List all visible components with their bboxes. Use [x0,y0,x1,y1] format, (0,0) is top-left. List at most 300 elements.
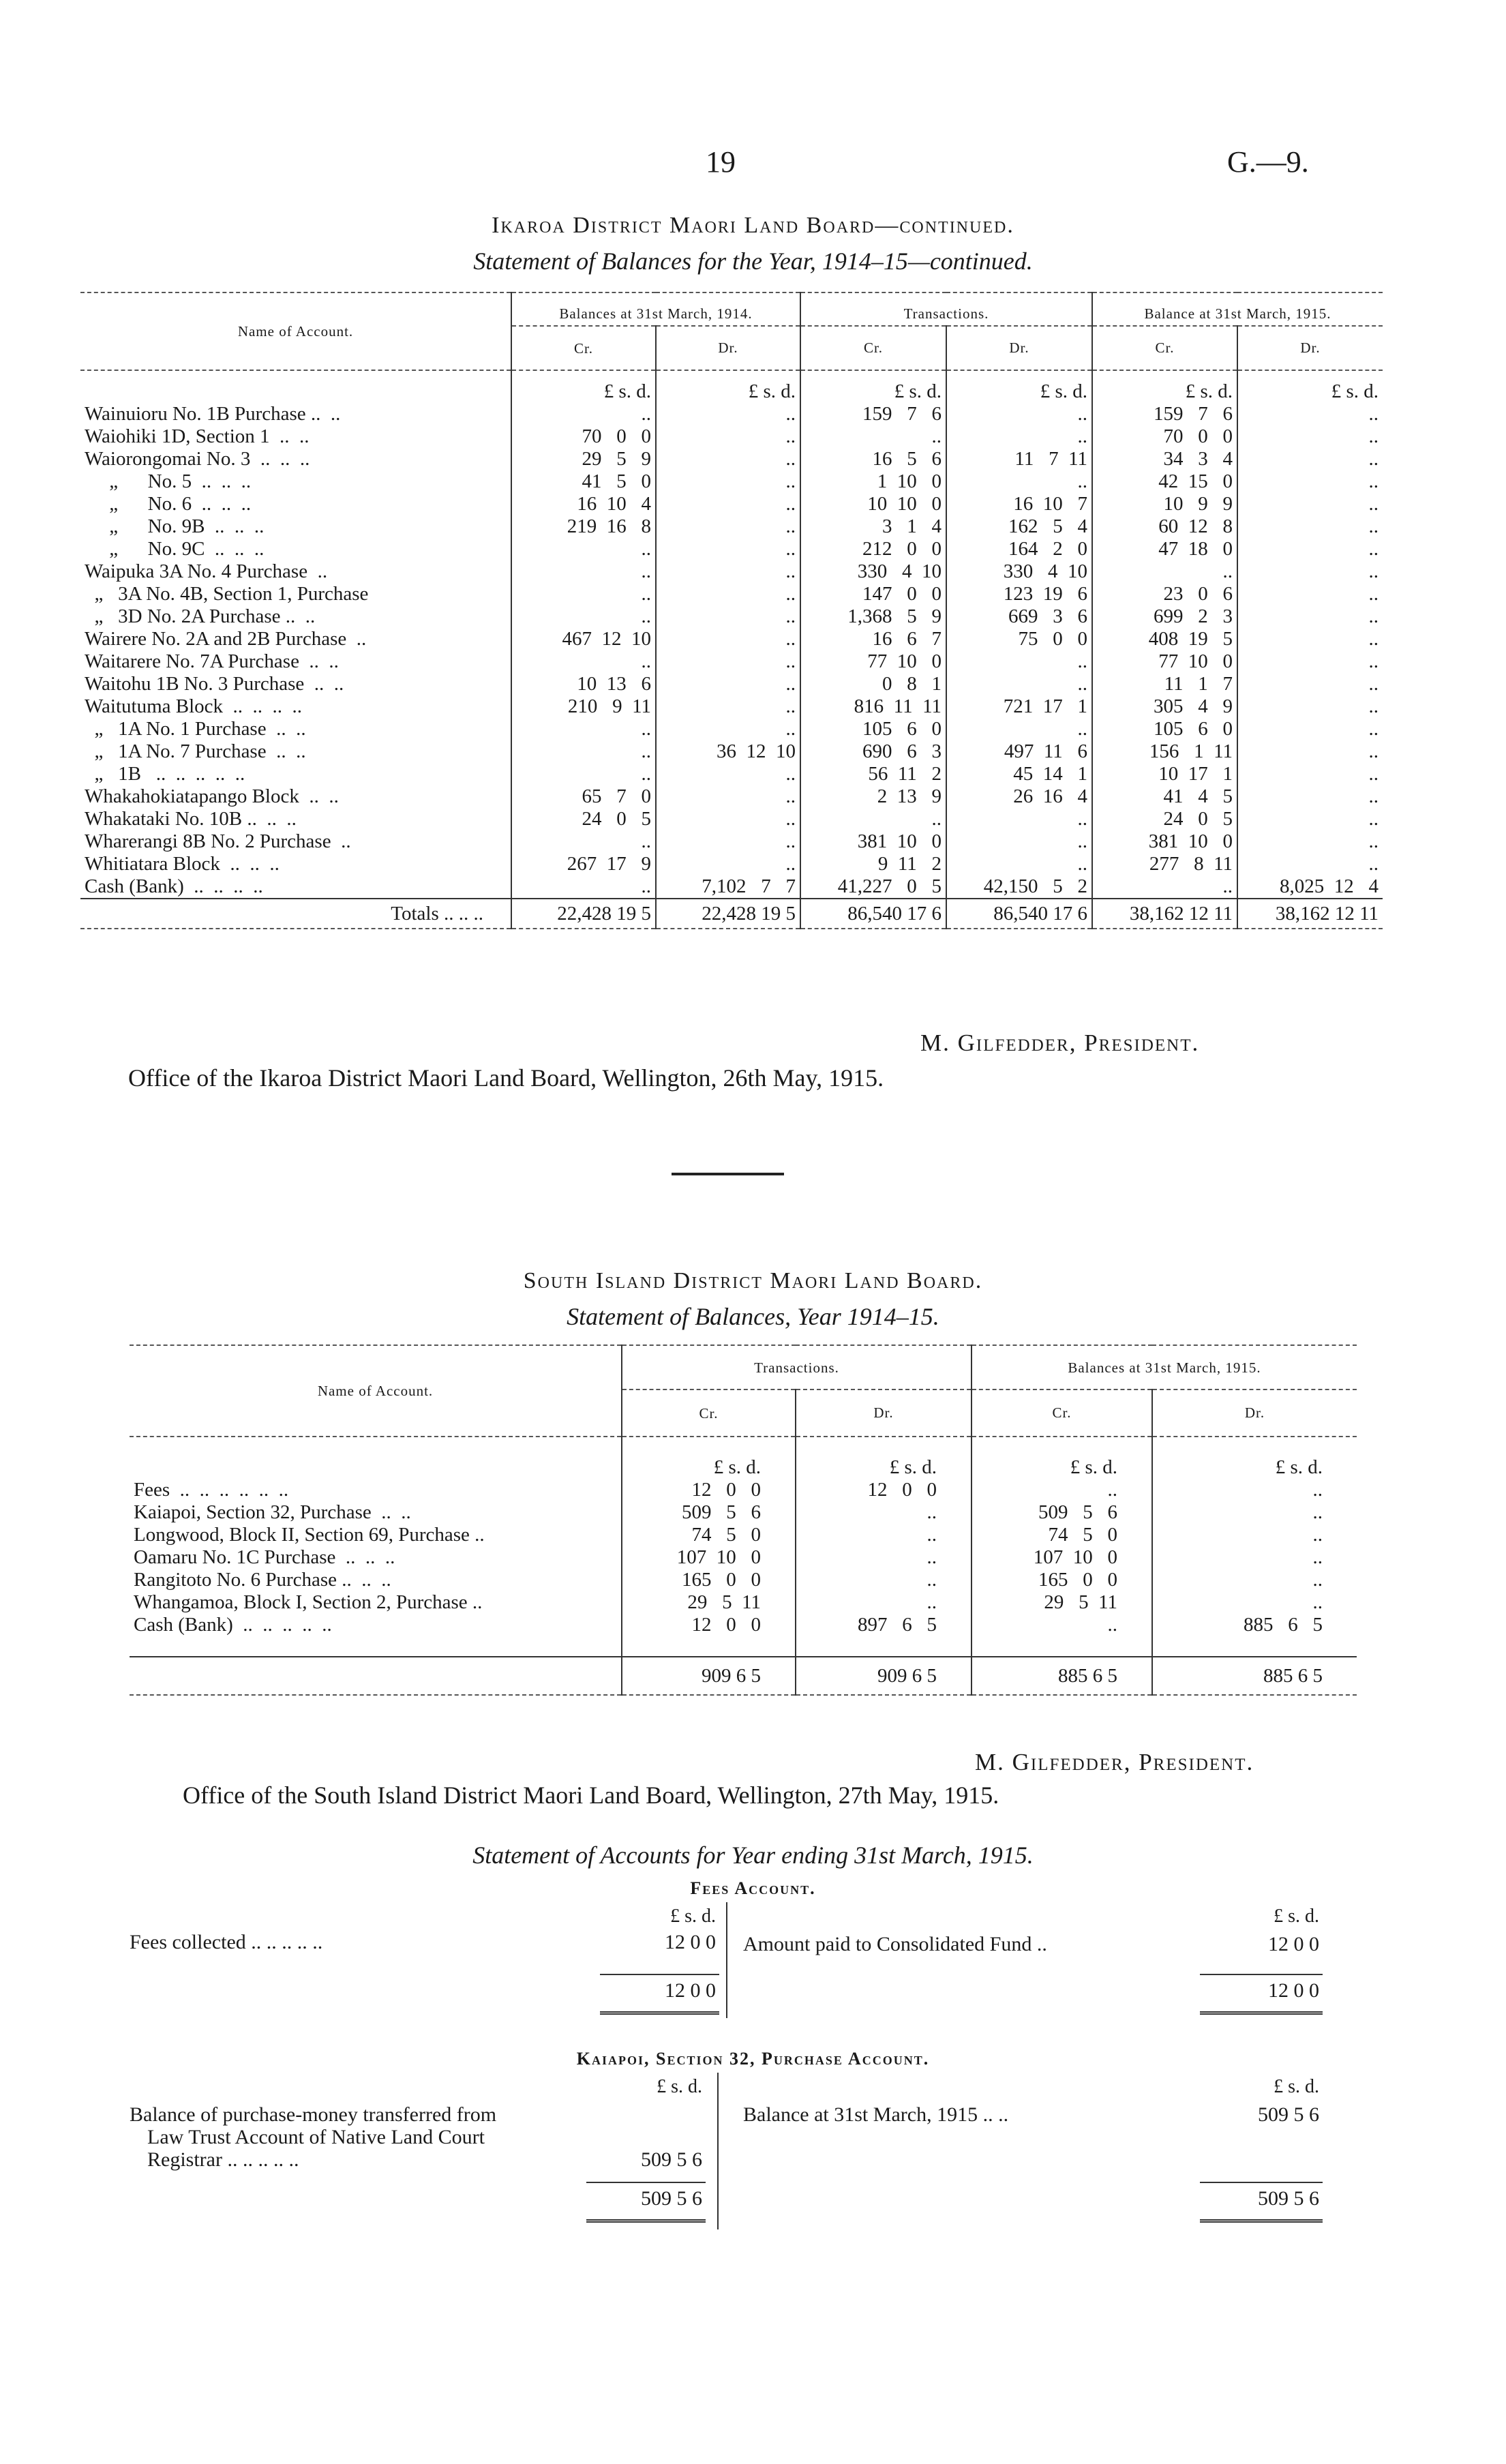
amount-b15dr: .. [1237,785,1383,808]
rule [1200,1974,1323,1975]
amount-tcr: 41,227 0 5 [800,875,946,899]
amount-b14dr: .. [656,583,800,605]
account-name: Cash (Bank) .. .. .. .. .. [134,1614,332,1636]
amount-tdr: 497 11 6 [946,740,1092,763]
amount-b14dr: .. [656,515,800,538]
amount-b15dr: .. [1237,808,1383,830]
south-office-line: Office of the South Island District Maori Land Board, Wellington, 27th May, 1915. [183,1782,999,1809]
table-row [130,1614,1357,1636]
amount-b15dr: .. [1237,673,1383,695]
account-name: Longwood, Block II, Section 69, Purchase .. [134,1524,485,1546]
amount-tcr: 509 5 6 [622,1501,796,1524]
amount-b14cr: .. [511,583,656,605]
amount-b14dr: .. [656,493,800,515]
account-name: „ No. 9C .. .. .. [85,538,265,560]
amount-tdr: .. [796,1501,972,1524]
total-b15-dr: 38,162 12 11 [1237,899,1383,929]
amount-b14cr: .. [511,538,656,560]
amount-b15cr: 408 19 5 [1092,628,1237,650]
amount-b14dr: .. [656,650,800,673]
table-row [80,830,1383,853]
amount-b15dr: .. [1237,763,1383,785]
amount-b15cr: 77 10 0 [1092,650,1237,673]
account-name: „ No. 6 .. .. .. [85,493,252,515]
amount-tdr: .. [946,853,1092,875]
amount-b14dr: .. [656,785,800,808]
col-header-name: Name of Account. [317,1382,434,1399]
total-trans-cr: 909 6 5 [622,1657,796,1695]
total-bal-dr: 885 6 5 [1152,1657,1357,1695]
amount-bdr: .. [1152,1524,1357,1546]
amount-tdr: 897 6 5 [796,1614,972,1636]
amount-b14cr: .. [511,875,656,899]
amount-bcr: .. [972,1479,1152,1501]
document-reference: G.—9. [1227,145,1309,179]
amount-tcr: 3 1 4 [800,515,946,538]
table-row [130,1479,1357,1501]
amount-b14dr: .. [656,403,800,425]
rule [1200,2182,1323,2183]
amount-b15cr: 159 7 6 [1092,403,1237,425]
amount-b14dr: .. [656,853,800,875]
account-name: Waitarere No. 7A Purchase .. .. [85,650,339,672]
amount-bdr: 885 6 5 [1152,1614,1357,1636]
amount-b14cr: .. [511,403,656,425]
amount-b15dr: .. [1237,403,1383,425]
amount-tcr: 74 5 0 [622,1524,796,1546]
amount-tdr: .. [946,830,1092,853]
amount-b15cr: 699 2 3 [1092,605,1237,628]
amount-tcr: .. [800,808,946,830]
fees-left-total: 12 0 0 [665,1979,716,2002]
amount-b15cr: 24 0 5 [1092,808,1237,830]
ikaroa-subtitle: Statement of Balances for the Year, 1914–15—continued. [473,247,1033,275]
total-trans-dr: 86,540 17 6 [946,899,1092,929]
total-bal-cr: 885 6 5 [972,1657,1152,1695]
kaiapoi-account-heading: Kaiapoi, Section 32, Purchase Account. [576,2049,930,2069]
ikaroa-office-line: Office of the Ikaroa District Maori Land Board, Wellington, 26th May, 1915. [128,1064,884,1092]
account-name: Waitohu 1B No. 3 Purchase .. .. [85,673,344,695]
amount-b15cr: .. [1092,875,1237,899]
amount-b15cr: 105 6 0 [1092,718,1237,740]
units-label: £ s. d. [1152,1437,1357,1479]
account-name: Rangitoto No. 6 Purchase .. .. .. [134,1569,391,1591]
amount-tcr: 12 0 0 [622,1614,796,1636]
amount-tcr: 2 13 9 [800,785,946,808]
amount-b14cr: 65 7 0 [511,785,656,808]
account-name: Kaiapoi, Section 32, Purchase .. .. [134,1501,411,1523]
account-name: Wainuioru No. 1B Purchase .. .. [85,403,341,425]
account-name: „ 3D No. 2A Purchase .. .. [85,605,316,627]
amount-bcr: 165 0 0 [972,1569,1152,1591]
amount-tdr: 330 4 10 [946,560,1092,583]
amount-b15dr: .. [1237,583,1383,605]
table-row [80,875,1383,899]
amount-b14cr: .. [511,830,656,853]
amount-b14cr: .. [511,718,656,740]
amount-tdr: .. [946,425,1092,448]
account-name: Fees .. .. .. .. .. .. [134,1479,289,1501]
amount-b15cr: 47 18 0 [1092,538,1237,560]
totals-label: Totals .. .. .. [391,902,483,925]
table-row [80,403,1383,425]
amount-bdr: .. [1152,1479,1357,1501]
table-row [80,583,1383,605]
amount-b15dr: .. [1237,425,1383,448]
col-header-transactions: Transactions. [622,1345,972,1389]
table-row [80,515,1383,538]
amount-tcr: 816 11 11 [800,695,946,718]
amount-b14dr: .. [656,695,800,718]
kaiapoi-left-label [130,2103,496,2171]
table-row [80,718,1383,740]
kaiapoi-left-label-line: Registrar .. .. .. .. .. [147,2148,299,2171]
amount-b15cr: 10 9 9 [1092,493,1237,515]
amount-tdr: .. [796,1569,972,1591]
amount-b14cr: 41 5 0 [511,470,656,493]
account-name: Waitutuma Block .. .. .. .. [85,695,303,717]
amount-tcr: 77 10 0 [800,650,946,673]
amount-b14dr: 7,102 7 7 [656,875,800,899]
col-header-transactions: Transactions. [800,292,1092,326]
table-row [80,763,1383,785]
units-label: £ s. d. [1274,1906,1319,1927]
table-row [80,560,1383,583]
amount-b14dr: .. [656,673,800,695]
amount-b15dr: .. [1237,605,1383,628]
account-name: Waiorongomai No. 3 .. .. .. [85,448,310,470]
amount-tdr: .. [946,470,1092,493]
amount-b14cr: .. [511,650,656,673]
amount-tdr: .. [796,1546,972,1569]
table-row [80,448,1383,470]
amount-b14cr: .. [511,560,656,583]
amount-b15cr: 42 15 0 [1092,470,1237,493]
amount-b14dr: .. [656,628,800,650]
amount-b15cr: 70 0 0 [1092,425,1237,448]
amount-tdr: .. [946,673,1092,695]
amount-bdr: .. [1152,1569,1357,1591]
amount-bcr: 509 5 6 [972,1501,1152,1524]
amount-tcr: 381 10 0 [800,830,946,853]
amount-tcr: 0 8 1 [800,673,946,695]
col-header-cr: Cr. [511,326,656,370]
amount-b14dr: .. [656,448,800,470]
amount-b15dr: .. [1237,493,1383,515]
amount-tdr: 16 10 7 [946,493,1092,515]
total-b15-cr: 38,162 12 11 [1092,899,1237,929]
page-number: 19 [706,145,736,179]
amount-tcr: 29 5 11 [622,1591,796,1614]
account-name: Wharerangi 8B No. 2 Purchase .. [85,830,351,852]
amount-tdr: .. [946,808,1092,830]
south-title: South Island District Maori Land Board. [523,1268,983,1293]
amount-b15cr: 277 8 11 [1092,853,1237,875]
amount-b15cr: 10 17 1 [1092,763,1237,785]
amount-tdr: .. [946,718,1092,740]
amount-tdr: 669 3 6 [946,605,1092,628]
amount-tdr: 123 19 6 [946,583,1092,605]
units-label: £ s. d. [800,370,946,403]
amount-b14dr: .. [656,808,800,830]
amount-bcr: 74 5 0 [972,1524,1152,1546]
table-row [80,785,1383,808]
amount-b15cr: 60 12 8 [1092,515,1237,538]
units-label: £ s. d. [796,1437,972,1479]
amount-tcr: 16 5 6 [800,448,946,470]
table-row [80,493,1383,515]
amount-b15dr: .. [1237,515,1383,538]
col-header-balances-1914: Balances at 31st March, 1914. [511,292,800,326]
amount-b14dr: .. [656,425,800,448]
fees-collected-amount: 12 0 0 [665,1931,716,1953]
section-divider [672,1173,784,1175]
col-header-dr: Dr. [656,326,800,370]
table-row [80,538,1383,560]
units-label: £ s. d. [1092,370,1237,403]
amount-tcr: 56 11 2 [800,763,946,785]
amount-tcr: .. [800,425,946,448]
account-name: „ 3A No. 4B, Section 1, Purchase [85,583,369,605]
account-name: Waiohiki 1D, Section 1 .. .. [85,425,310,447]
table-row [130,1569,1357,1591]
units-label: £ s. d. [622,1437,796,1479]
kaiapoi-right-label: Balance at 31st March, 1915 .. .. [743,2103,1009,2126]
amount-b14cr: .. [511,763,656,785]
units-label: £ s. d. [1237,370,1383,403]
amount-b14dr: .. [656,718,800,740]
amount-tdr: 11 7 11 [946,448,1092,470]
fees-collected-label: Fees collected .. .. .. .. .. [130,1931,323,1953]
amount-tdr: .. [946,403,1092,425]
table-row [130,1501,1357,1524]
amount-b15dr: .. [1237,695,1383,718]
table-row [80,470,1383,493]
account-name: Oamaru No. 1C Purchase .. .. .. [134,1546,395,1568]
amount-tdr: .. [796,1591,972,1614]
amount-b15dr: .. [1237,448,1383,470]
amount-b14cr: 24 0 5 [511,808,656,830]
amount-bcr: .. [972,1614,1152,1636]
amount-b14cr: 10 13 6 [511,673,656,695]
amount-bcr: 29 5 11 [972,1591,1152,1614]
amount-tdr: 162 5 4 [946,515,1092,538]
table-row [80,808,1383,830]
col-header-balances-1915: Balance at 31st March, 1915. [1092,292,1383,326]
total-trans-cr: 86,540 17 6 [800,899,946,929]
south-subtitle: Statement of Balances, Year 1914–15. [567,1303,939,1330]
amount-b15cr: 11 1 7 [1092,673,1237,695]
col-header-cr: Cr. [800,326,946,370]
amount-b15dr: .. [1237,740,1383,763]
amount-b14cr: 467 12 10 [511,628,656,650]
amount-tcr: 16 6 7 [800,628,946,650]
amount-tdr: .. [946,650,1092,673]
col-header-dr: Dr. [946,326,1092,370]
amount-b14cr: 16 10 4 [511,493,656,515]
account-name: Cash (Bank) .. .. .. .. [85,875,263,897]
col-header-name: Name of Account. [237,322,354,340]
amount-b14dr: .. [656,830,800,853]
amount-b14cr: 29 5 9 [511,448,656,470]
kaiapoi-right-total: 509 5 6 [1258,2187,1319,2210]
total-b14-cr: 22,428 19 5 [511,899,656,929]
ikaroa-title: Ikaroa District Maori Land Board—continued. [492,213,1014,238]
amount-b15dr: .. [1237,470,1383,493]
amount-b15dr: .. [1237,853,1383,875]
amount-tcr: 690 6 3 [800,740,946,763]
col-header-cr: Cr. [972,1389,1152,1437]
amount-b14dr: 36 12 10 [656,740,800,763]
total-b14-dr: 22,428 19 5 [656,899,800,929]
total-trans-dr: 909 6 5 [796,1657,972,1695]
amount-b14dr: .. [656,605,800,628]
amount-tdr: 164 2 0 [946,538,1092,560]
kaiapoi-right-amount: 509 5 6 [1258,2103,1319,2126]
amount-tdr: .. [796,1524,972,1546]
amount-b14dr: .. [656,538,800,560]
units-label: £ s. d. [511,370,656,403]
table-row [80,740,1383,763]
amount-tdr: 26 16 4 [946,785,1092,808]
account-name: „ 1A No. 1 Purchase .. .. [85,718,306,740]
amount-tcr: 10 10 0 [800,493,946,515]
table-row [80,853,1383,875]
amount-b15dr: 8,025 12 4 [1237,875,1383,899]
table-row [80,650,1383,673]
kaiapoi-left-label-line: Law Trust Account of Native Land Court [147,2126,485,2148]
amount-b14dr: .. [656,763,800,785]
amount-b14cr: 219 16 8 [511,515,656,538]
amount-tcr: 1 10 0 [800,470,946,493]
amount-b14cr: 210 9 11 [511,695,656,718]
units-label: £ s. d. [946,370,1092,403]
account-name: Whakahokiatapango Block .. .. [85,785,339,807]
amount-bdr: .. [1152,1546,1357,1569]
amount-b14cr: 70 0 0 [511,425,656,448]
amount-tdr: 75 0 0 [946,628,1092,650]
amount-b15cr: 23 0 6 [1092,583,1237,605]
table-row [80,605,1383,628]
amount-b15dr: .. [1237,628,1383,650]
account-name: Whakataki No. 10B .. .. .. [85,808,297,830]
col-header-dr: Dr. [1152,1389,1357,1437]
fees-right-total: 12 0 0 [1268,1979,1319,2002]
amount-bcr: 107 10 0 [972,1546,1152,1569]
account-name: Waipuka 3A No. 4 Purchase .. [85,560,328,582]
consolidated-fund-label: Amount paid to Consolidated Fund .. [743,1933,1047,1955]
amount-b15cr: 156 1 11 [1092,740,1237,763]
units-label: £ s. d. [657,2076,702,2097]
accounts-title: Statement of Accounts for Year ending 31st March, 1915. [472,1842,1034,1869]
col-header-cr: Cr. [622,1389,796,1437]
table-row [80,695,1383,718]
rule [600,1974,719,1975]
amount-b15dr: .. [1237,830,1383,853]
rule [1200,2219,1323,2223]
units-label: £ s. d. [972,1437,1152,1479]
amount-tcr: 12 0 0 [622,1479,796,1501]
units-label: £ s. d. [670,1906,716,1927]
ikaroa-balances-table [80,292,1383,932]
amount-tcr: 9 11 2 [800,853,946,875]
kaiapoi-left-total: 509 5 6 [641,2187,702,2210]
table-row [130,1546,1357,1569]
amount-b14dr: .. [656,470,800,493]
table-row [80,425,1383,448]
amount-b15cr: 381 10 0 [1092,830,1237,853]
amount-bdr: .. [1152,1591,1357,1614]
col-header-balances-1915: Balances at 31st March, 1915. [972,1345,1357,1389]
rule [586,2219,706,2223]
amount-tcr: 1,368 5 9 [800,605,946,628]
account-name: Wairere No. 2A and 2B Purchase .. [85,628,367,650]
amount-b15dr: .. [1237,560,1383,583]
ledger-divider [726,1902,727,2018]
col-header-dr: Dr. [796,1389,972,1437]
amount-tcr: 212 0 0 [800,538,946,560]
amount-tdr: 45 14 1 [946,763,1092,785]
amount-b14cr: .. [511,740,656,763]
amount-tcr: 330 4 10 [800,560,946,583]
table-row [80,628,1383,650]
col-header-cr: Cr. [1092,326,1237,370]
amount-b15dr: .. [1237,650,1383,673]
account-name: Whangamoa, Block I, Section 2, Purchase .. [134,1591,483,1613]
amount-b14cr: .. [511,605,656,628]
south-signature: M. Gilfedder, President. [975,1749,1254,1775]
amount-b15dr: .. [1237,538,1383,560]
ledger-divider [717,2073,719,2229]
amount-b15cr: 41 4 5 [1092,785,1237,808]
account-name: „ 1A No. 7 Purchase .. .. [85,740,306,762]
fees-account-heading: Fees Account. [690,1878,816,1898]
table-row [130,1591,1357,1614]
amount-tdr: 721 17 1 [946,695,1092,718]
account-name: „ No. 5 .. .. .. [85,470,252,492]
amount-b15cr: .. [1092,560,1237,583]
amount-b15dr: .. [1237,718,1383,740]
amount-tcr: 105 6 0 [800,718,946,740]
table-row [80,673,1383,695]
amount-tdr: 12 0 0 [796,1479,972,1501]
col-header-dr: Dr. [1237,326,1383,370]
rule [1200,2011,1323,2015]
account-name: „ 1B .. .. .. .. .. [85,763,245,785]
consolidated-fund-amount: 12 0 0 [1268,1933,1319,1955]
amount-tcr: 147 0 0 [800,583,946,605]
rule [600,2011,719,2015]
amount-b15cr: 305 4 9 [1092,695,1237,718]
table-row [130,1524,1357,1546]
units-label: £ s. d. [1274,2076,1319,2097]
kaiapoi-left-amount: 509 5 6 [641,2148,702,2171]
amount-tcr: 165 0 0 [622,1569,796,1591]
amount-b14dr: .. [656,560,800,583]
account-name: Whitiatara Block .. .. .. [85,853,280,875]
amount-tdr: 42,150 5 2 [946,875,1092,899]
rule [586,2182,706,2183]
amount-tcr: 107 10 0 [622,1546,796,1569]
units-label: £ s. d. [656,370,800,403]
south-balances-table [130,1344,1357,1698]
amount-b15cr: 34 3 4 [1092,448,1237,470]
amount-tcr: 159 7 6 [800,403,946,425]
kaiapoi-left-label-line: Balance of purchase-money transferred from [130,2103,497,2126]
ikaroa-signature: M. Gilfedder, President. [920,1030,1200,1056]
account-name: „ No. 9B .. .. .. [85,515,265,537]
amount-bdr: .. [1152,1501,1357,1524]
